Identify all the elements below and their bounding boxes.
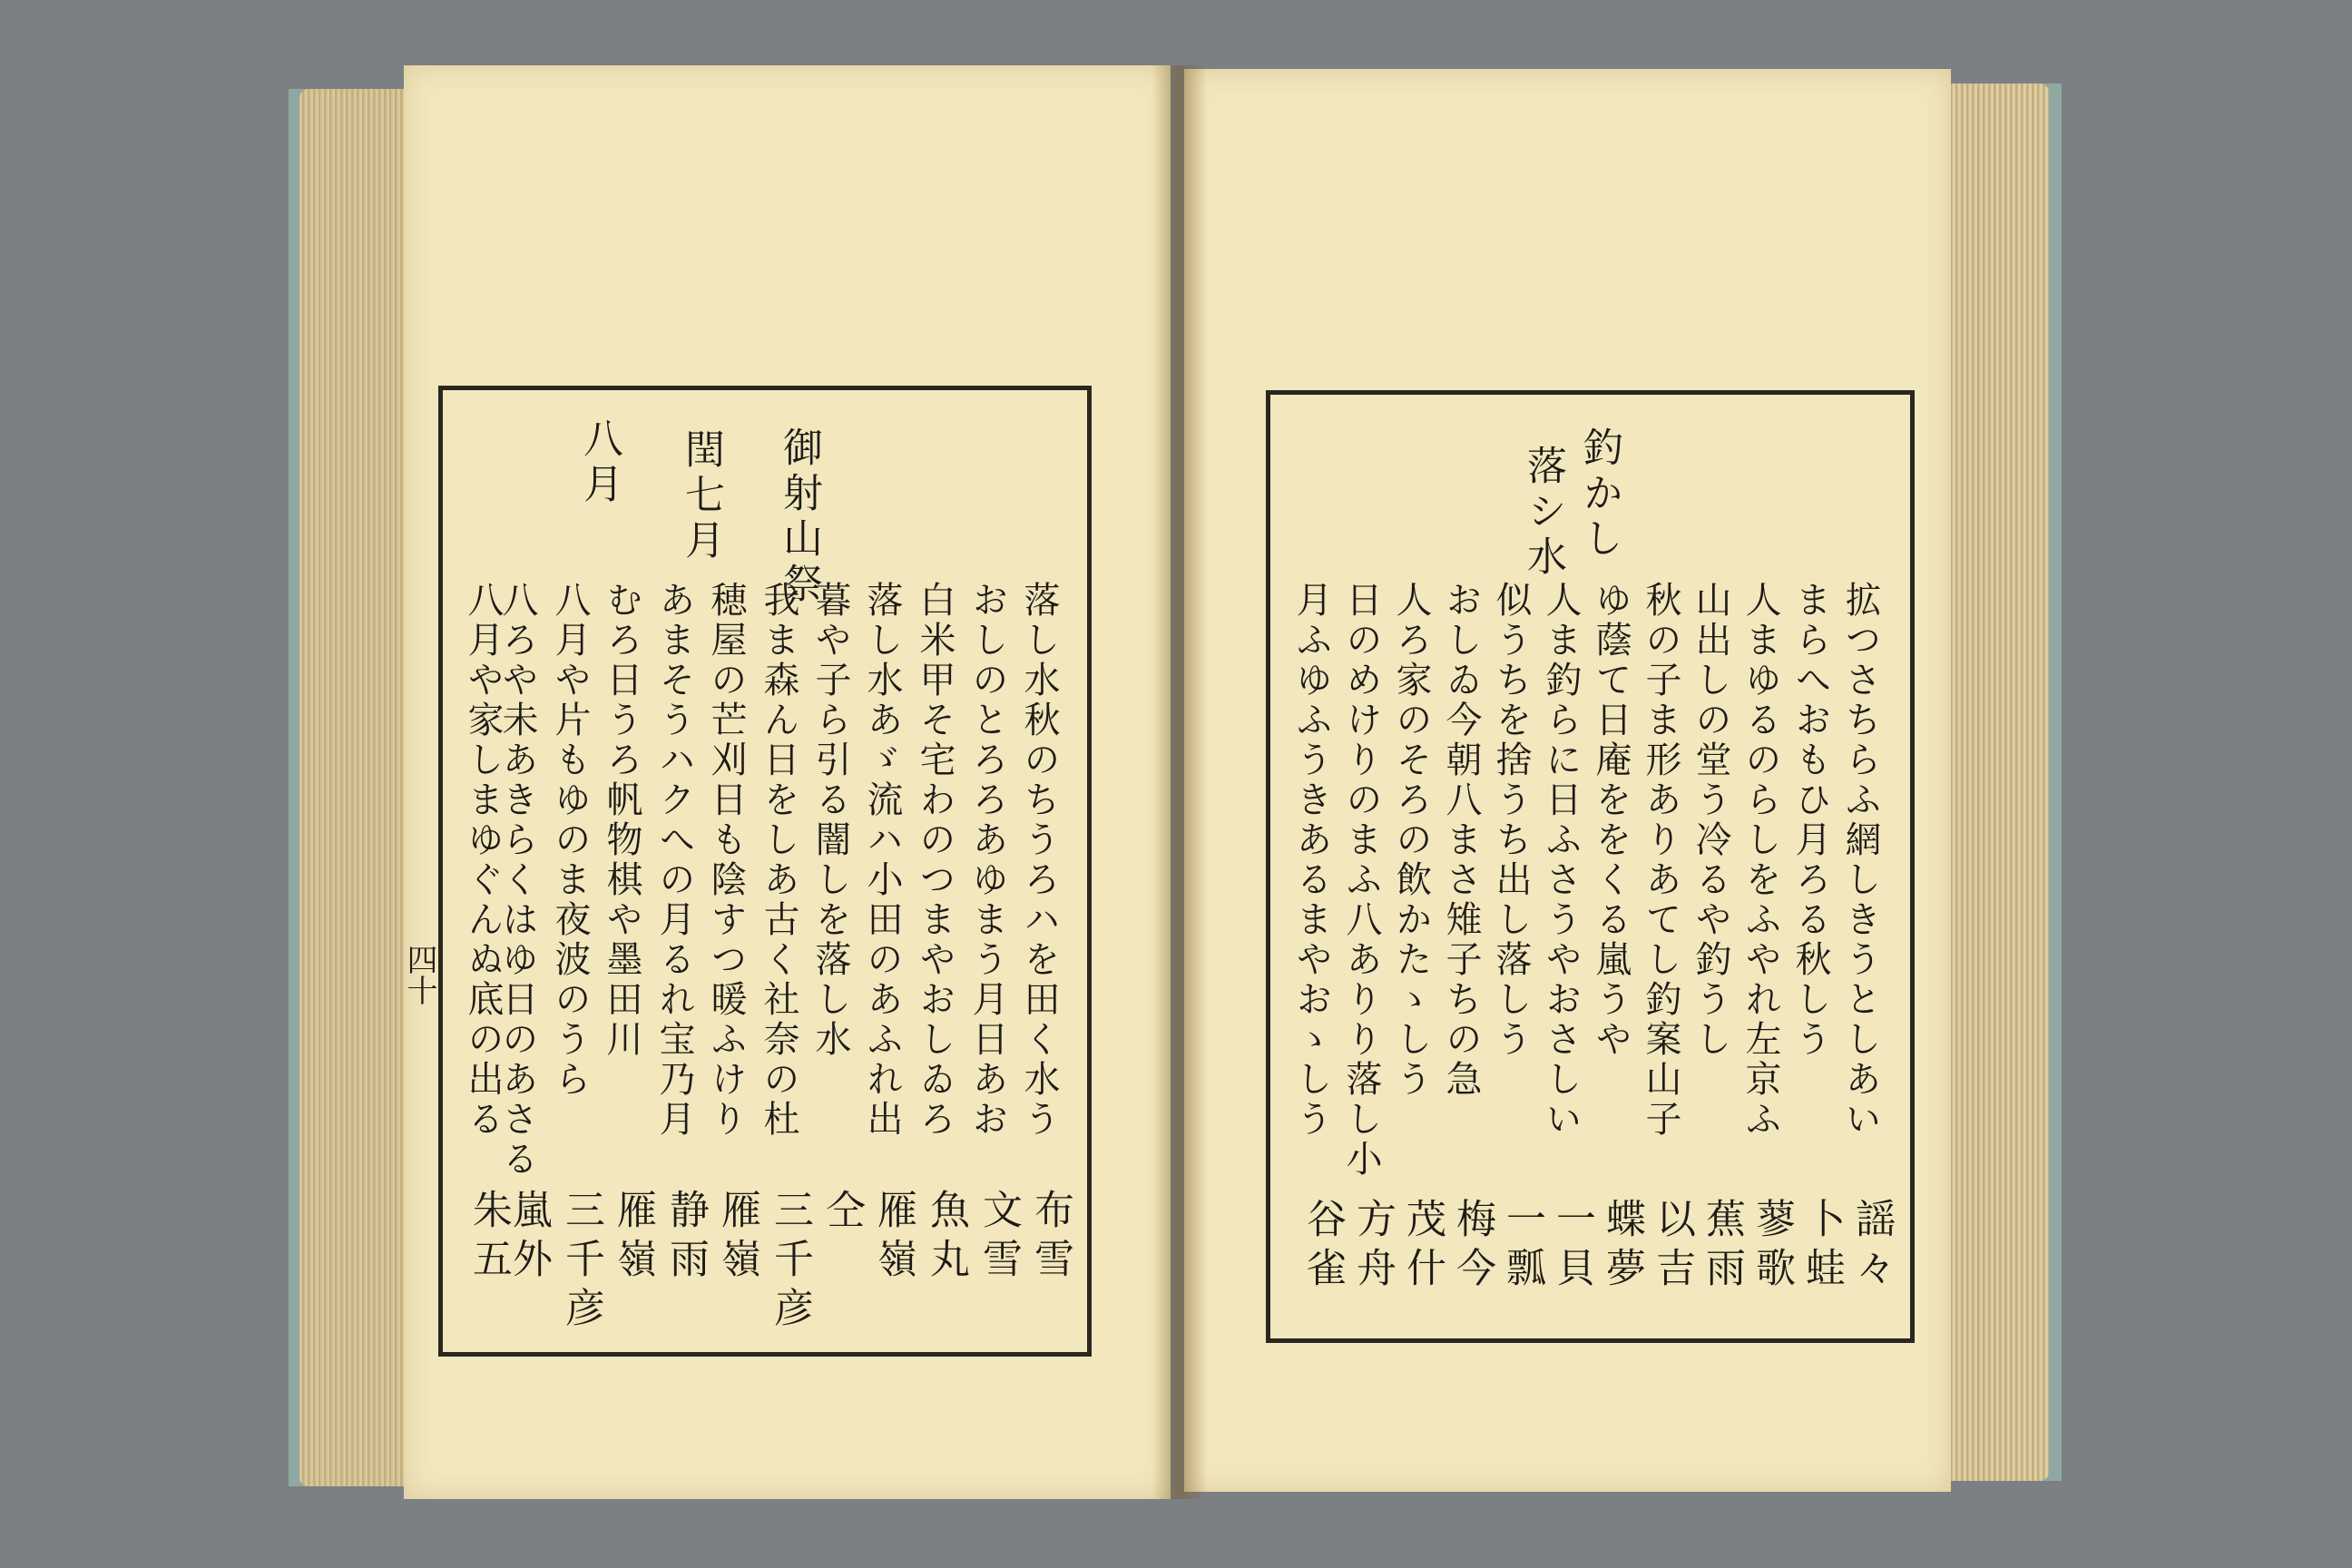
gutter-shadow bbox=[1152, 65, 1207, 1499]
left-verse-12: 八月や家しまゆぐんぬ底の出る bbox=[462, 581, 504, 1140]
right-author-3: 蓼歌 bbox=[1749, 1198, 1795, 1296]
right-verse-11: 日のめけりのまふ八ありり落し小 bbox=[1340, 581, 1382, 1180]
left-verse-4: 落し水あゞ流ハ小田のあふれ出 bbox=[861, 581, 903, 1140]
left-verse-2: おしのとろろあゆまう月日あお bbox=[966, 581, 1008, 1140]
right-verse-12: 月ふゆふうきあるまやおゝしう bbox=[1290, 581, 1332, 1140]
right-author-6: 蝶夢 bbox=[1599, 1198, 1645, 1296]
left-author-3: 魚丸 bbox=[923, 1189, 969, 1287]
right-verse-4: 山出しの堂う冷るや釣うし bbox=[1690, 581, 1731, 1060]
left-heading-1: 御射山祭 bbox=[776, 426, 822, 608]
left-verse-1: 落し水秋のちうろハを田く水う bbox=[1018, 581, 1060, 1140]
right-verse-1: 拡つさちらふ網しきうとしあい bbox=[1839, 581, 1881, 1140]
right-verse-5: 秋の子ま形ありあてし釣案山子 bbox=[1640, 581, 1681, 1140]
right-verse-3: 人まゆるのらしをふやれ左京ふ bbox=[1740, 581, 1781, 1140]
left-verse-10: 八月や片もゆのま夜波のうら bbox=[549, 581, 591, 1100]
left-verse-5: 暮や子ら引る闇しを落し水 bbox=[809, 581, 851, 1060]
left-verse-9: むろ日うろ帆物棋や墨田川 bbox=[601, 581, 642, 1060]
left-verse-8: あまそうハクへの月るれ宝乃月 bbox=[653, 581, 695, 1140]
right-verse-10: 人ろ家のそろの飲かたゝしう bbox=[1390, 581, 1432, 1100]
left-author-2: 文雪 bbox=[975, 1189, 1022, 1287]
right-heading-2: 落シ水 bbox=[1520, 445, 1566, 581]
left-author-9: 雁嶺 bbox=[610, 1189, 656, 1287]
right-verse-2: まらへおもひ月ろる秋しう bbox=[1789, 581, 1831, 1060]
right-author-12: 谷雀 bbox=[1299, 1198, 1346, 1296]
right-author-5: 以吉 bbox=[1649, 1198, 1695, 1296]
left-author-1: 布雪 bbox=[1027, 1189, 1073, 1287]
left-author-12: 朱五 bbox=[466, 1189, 512, 1287]
page-edges-left bbox=[299, 89, 408, 1486]
left-author-11: 嵐外 bbox=[505, 1189, 552, 1287]
left-verse-11: 八ろや未あきらくはゆ日のあさる bbox=[496, 581, 538, 1180]
left-author-6: 三千彦 bbox=[767, 1189, 813, 1336]
right-author-11: 方舟 bbox=[1349, 1198, 1396, 1296]
right-author-4: 蕉雨 bbox=[1699, 1198, 1745, 1296]
page-edges-right bbox=[1942, 83, 2049, 1481]
left-author-10: 三千彦 bbox=[558, 1189, 604, 1336]
left-author-4: 雁嶺 bbox=[870, 1189, 916, 1287]
left-author-8: 静雨 bbox=[662, 1189, 709, 1287]
right-author-2: 卜蛙 bbox=[1798, 1198, 1845, 1296]
left-heading-3: 八月 bbox=[576, 417, 622, 508]
right-verse-7: 人ま釣らに日ふさうやおさしい bbox=[1540, 581, 1582, 1140]
right-author-10: 茂什 bbox=[1399, 1198, 1446, 1296]
right-author-1: 謡々 bbox=[1848, 1198, 1895, 1296]
right-verse-6: ゆ蔭て日庵ををくる嵐うや bbox=[1590, 581, 1632, 1060]
right-verse-8: 似うちを捨うち出し落しう bbox=[1490, 581, 1532, 1060]
right-verse-9: おしゐ今朝八まさ雉子ちの急 bbox=[1440, 581, 1482, 1100]
left-author-5: 仝 bbox=[818, 1189, 865, 1238]
right-author-8: 一瓢 bbox=[1499, 1198, 1545, 1296]
left-author-7: 雁嶺 bbox=[714, 1189, 760, 1287]
left-verse-6: 我ま森ん日をしあ古く社奈の杜 bbox=[758, 581, 799, 1140]
left-verse-3: 白米甲そ宅わのつまやおしゐろ bbox=[914, 581, 956, 1140]
left-verse-7: 穂屋の芒刈日も陰すつ暖ふけり bbox=[705, 581, 747, 1140]
folio-number: 四十 bbox=[401, 944, 437, 1005]
left-heading-2: 閏七月 bbox=[678, 428, 724, 564]
right-heading-1: 釣かし bbox=[1576, 426, 1622, 563]
right-author-7: 一貝 bbox=[1549, 1198, 1595, 1296]
right-author-9: 梅今 bbox=[1449, 1198, 1495, 1296]
